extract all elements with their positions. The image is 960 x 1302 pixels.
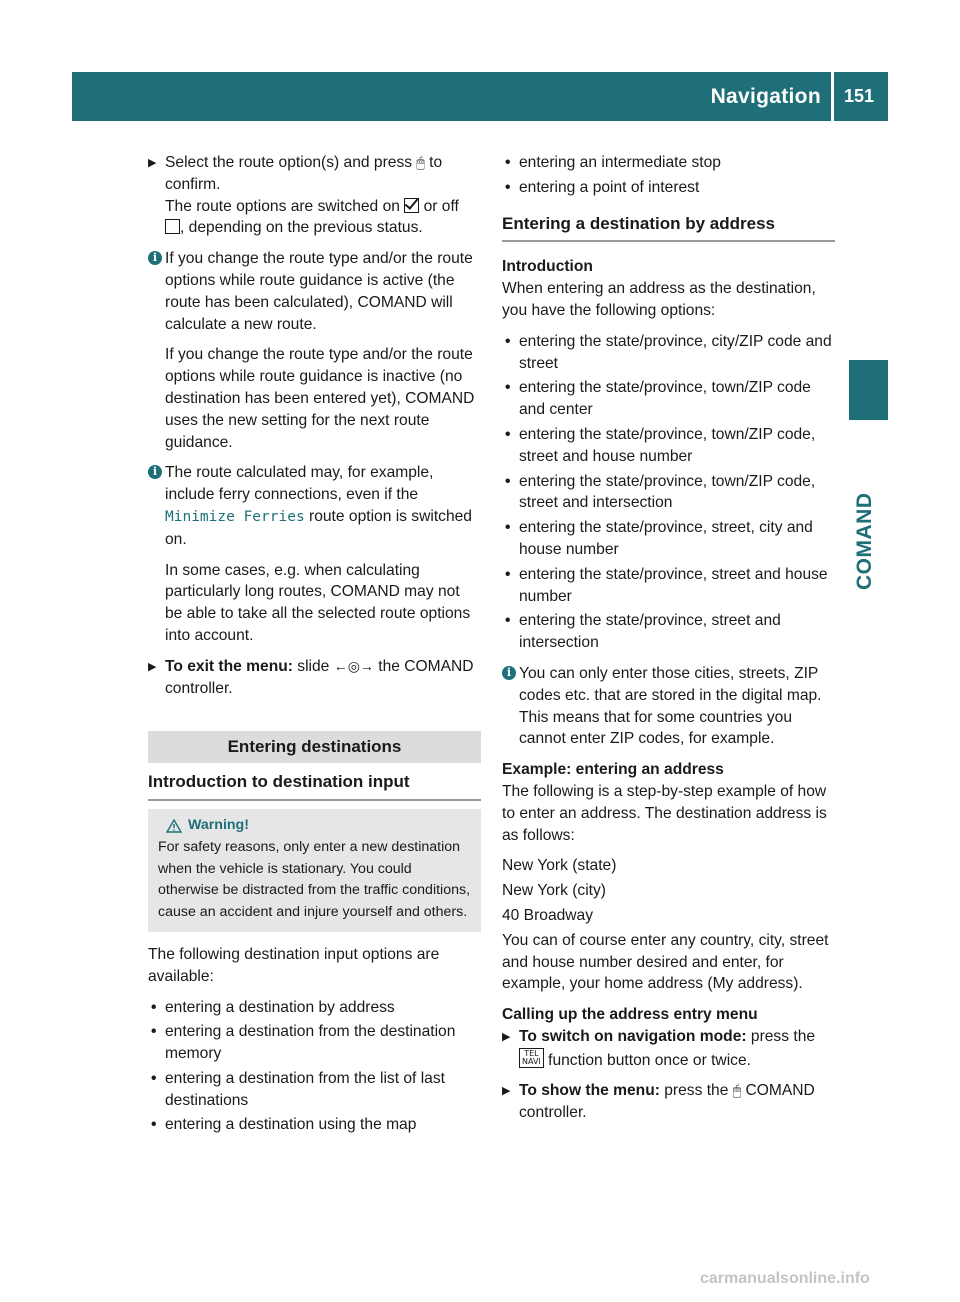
list-item: • entering a destination by address	[151, 998, 395, 1016]
list-item: • entering an intermediate stop	[505, 154, 721, 171]
info-icon: i	[502, 666, 516, 680]
page-number: 151	[843, 86, 874, 106]
list-item: • entering the state/province, town/ZIP code, street and house number	[505, 425, 816, 465]
list-item: • entering the state/province, city/ZIP code and street	[505, 332, 832, 372]
controller-press-icon: 🖱	[732, 1082, 742, 1099]
warning-text: For safety reasons, only enter a new destination when the vehicle is stationary. You could otherwise be distracted from the traffic conditions, cause an accident and injure yourself and others.	[158, 838, 471, 921]
info-note-route-change: i If you change the route type and/or the route options while route guidance is active (the route has been calculated), COMAND will calculate a new route. If you change the route type and/or the route options while route guidance is inactive (no destination has been entered yet), COMAND uses the new setting for the next route guidance.	[148, 248, 481, 453]
list-item: • entering the state/province, town/ZIP code and center	[505, 379, 811, 419]
calling-heading: Calling up the address entry menu	[502, 1006, 758, 1024]
list-item: • entering the state/province, street and intersection	[505, 612, 781, 652]
menu-option-text: Minimize Ferries	[165, 508, 305, 525]
options-intro: The following destination input options are available:	[148, 945, 440, 985]
checkbox-unchecked-icon	[165, 219, 180, 234]
step-arrow-icon: ▶	[502, 1030, 511, 1043]
warning-triangle-icon	[166, 819, 182, 833]
controller-slide-icon: ←◎→	[333, 657, 374, 674]
info-note-ferries: i The route calculated may, for example, include ferry connections, even if the Minimize Ferries route option is switched on. In some cases, e.g. when calculating particularly long routes, COMAND may not be able to take all the selected route options into account.	[148, 462, 481, 646]
step-select-route-option: ▶ Select the route option(s) and press 🖱 to confirm. The route options are switched on or off , depending on the previous status.	[148, 154, 459, 237]
list-item: • entering a destination from the destination memory	[151, 1023, 456, 1063]
list-item: • entering the state/province, town/ZIP code, street and intersection	[505, 472, 816, 512]
address-line: New York (city)	[502, 882, 606, 900]
step-exit-menu: ▶ To exit the menu: slide ←◎→ the COMAND controller.	[148, 657, 474, 697]
right-column	[502, 152, 835, 1133]
side-tab-label: COMAND	[853, 492, 876, 590]
side-tab-marker	[849, 360, 888, 420]
tel-navi-button-icon: TEL NAVI	[519, 1048, 544, 1068]
list-item: • entering the state/province, street, city and house number	[505, 519, 813, 558]
left-column	[148, 152, 481, 1139]
example-note: You can of course enter any country, city, street and house number desired and enter, for example, your home address (My address).	[502, 931, 829, 993]
watermark: carmanualsonline.info	[700, 1270, 870, 1287]
step-arrow-icon: ▶	[502, 1085, 511, 1098]
address-line: 40 Broadway	[502, 906, 594, 924]
step-switch-navigation: ▶ To switch on navigation mode: press the TEL NAVI function button once or twice.	[502, 1027, 816, 1069]
header-section-title: Navigation	[710, 84, 821, 108]
checkbox-checked-icon	[404, 198, 419, 213]
intro-text: When entering an address as the destination, you have the following options:	[502, 280, 816, 319]
subsection-title: Entering a destination by address	[502, 205, 835, 243]
address-line: New York (state)	[502, 857, 617, 875]
info-note-digital-map: i You can only enter those cities, streets, ZIP codes etc. that are stored in the digital map. This means that for some countries you cannot enter ZIP codes, for example.	[502, 663, 835, 750]
controller-press-icon: 🖱	[416, 154, 425, 170]
list-item: • entering the state/province, street and house number	[505, 565, 828, 605]
example-text: The following is a step-by-step example of how to enter an address. The destination address is as follows:	[502, 782, 827, 844]
list-item: • entering a destination from the list of last destinations	[151, 1069, 445, 1109]
warning-box	[148, 809, 481, 932]
page-header	[72, 72, 888, 121]
step-show-menu: ▶ To show the menu: press the 🖱 COMAND controller.	[502, 1082, 815, 1122]
example-heading: Example: entering an address	[502, 761, 724, 779]
list-item: • entering a point of interest	[505, 178, 700, 196]
info-icon: i	[148, 251, 162, 265]
list-item: • entering a destination using the map	[151, 1116, 417, 1134]
intro-heading: Introduction	[502, 258, 593, 276]
step-arrow-icon: ▶	[148, 157, 157, 169]
step-arrow-icon: ▶	[148, 660, 157, 673]
section-title: Entering destinations	[148, 731, 481, 763]
header-divider	[831, 72, 834, 121]
info-icon: i	[148, 465, 162, 479]
subsection-title: Introduction to destination input	[148, 763, 481, 801]
warning-title: Warning!	[166, 815, 471, 837]
